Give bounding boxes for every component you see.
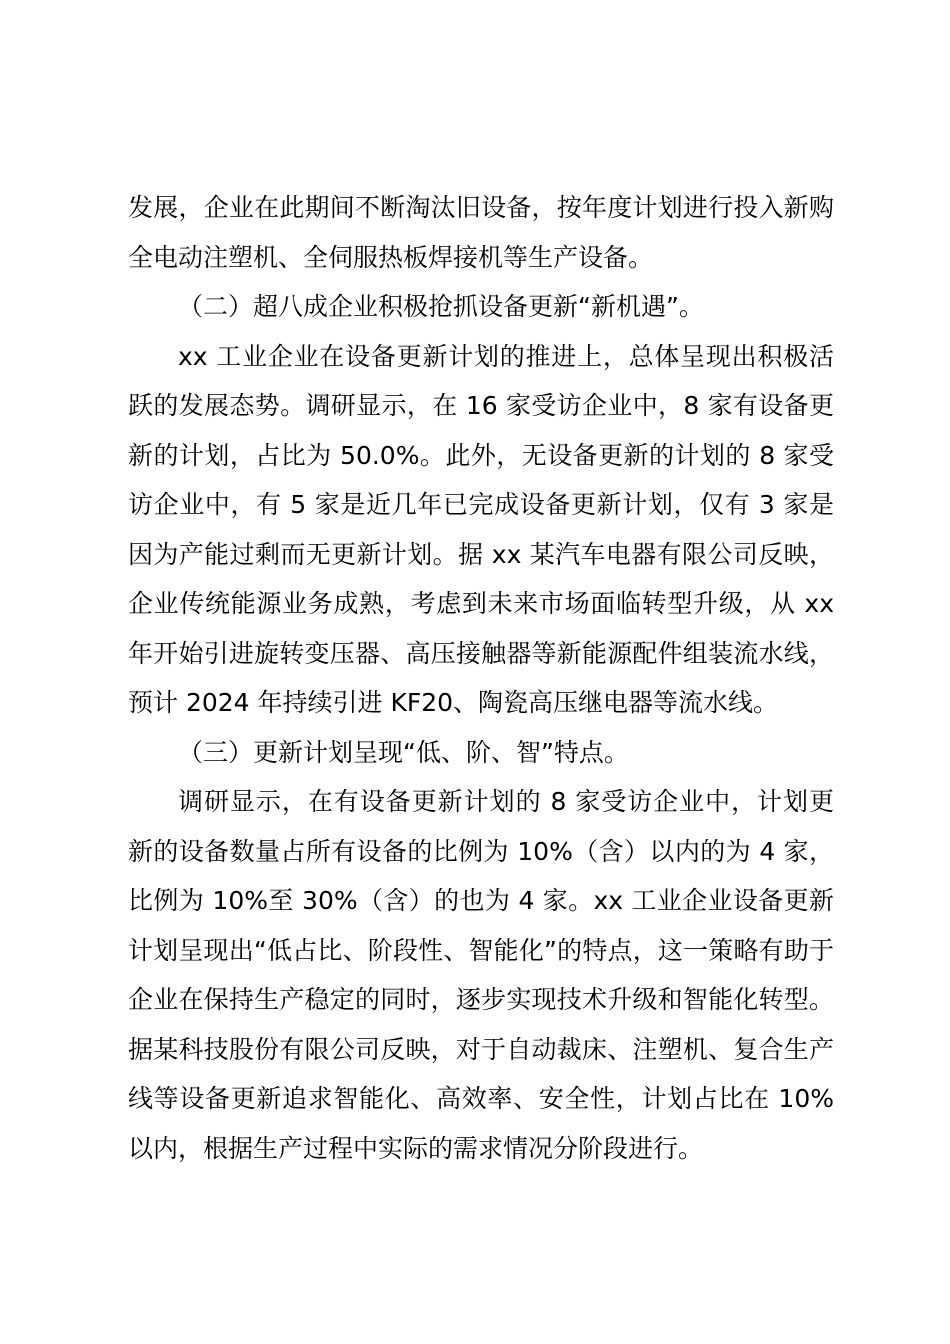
section-heading-3: （三）更新计划呈现“低、阶、智”特点。 bbox=[178, 737, 629, 767]
paragraph-equipment-update-plans: xx 工业企业在设备更新计划的推进上，总体呈现出积极活跃的发展态势。调研显示，在 16 家受访企业中，8 家有设备更新的计划，占比为 50.0%。此外，无设备更新的计划的 8 家受访企业中，有 5 家是近几年已完成设备更新计划，仅有 3 家是因为产能过剩而无更新计划。据 xx 某汽车电器有限公司反映，企业传统能源业务成熟，考虑到未来市场面临转型升级，从 xx 年开始引进旋转变压器、高压接触器等新能源配件组装流水线，预计 2024 年持续引进 KF20、陶瓷高压继电器等流水线。 bbox=[128, 341, 834, 717]
section-heading-2: （二）超八成企业积极抢抓设备更新“新机遇”。 bbox=[178, 292, 704, 321]
paragraph-continuation: 发展，企业在此期间不断淘汰旧设备，按年度计划进行投入新购全电动注塑机、全伺服热板焊接机等生产设备。 bbox=[128, 193, 834, 272]
paragraph-update-characteristics: 调研显示，在有设备更新计划的 8 家受访企业中，计划更新的设备数量占所有设备的比例为 10%（含）以内的为 4 家，比例为 10%至 30%（含）的也为 4 家。xx 工业企业设备更新计划呈现出“低占比、阶段性、智能化”的特点，这一策略有助于企业在保持生产稳定的同时，逐步实现技术升级和智能化转型。据某科技股份有限公司反映，对于自动裁床、注塑机、复合生产线等设备更新追求智能化、高效率、安全性，计划占比在 10%以内，根据生产过程中实际的需求情况分阶段进行。 bbox=[128, 787, 834, 1163]
document-body bbox=[128, 183, 834, 1173]
